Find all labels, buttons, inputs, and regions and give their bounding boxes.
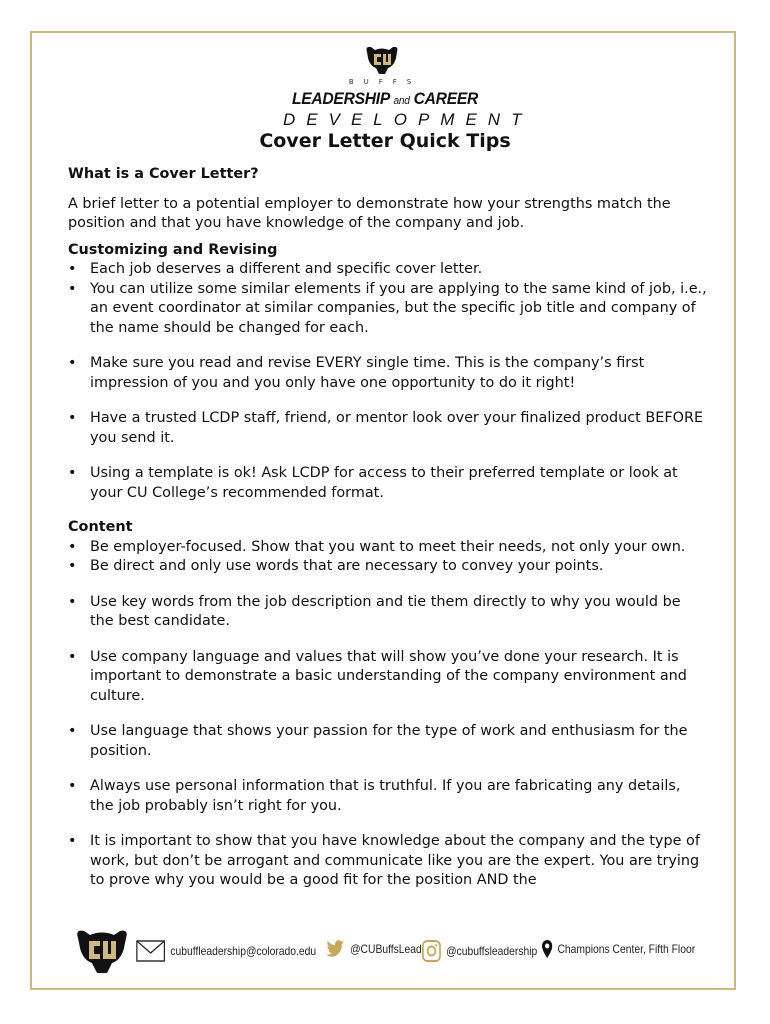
cu-buffalo-footer-logo-icon <box>72 926 132 976</box>
list-item: • Each job deserves a different and specific cover letter. <box>68 260 708 280</box>
logo-subtitle: DEVELOPMENT <box>283 110 533 129</box>
footer-twitter[interactable] <box>326 940 422 958</box>
list-item: • Always use personal information that is truthful. If you are fabricating any details, the job probably isn’t right for you. <box>68 777 708 816</box>
footer-email[interactable] <box>136 940 316 962</box>
list-item: • Use key words from the job description and tie them directly to why you would be the best candidate. <box>68 593 708 632</box>
footer-email-text: cubuffleadership@colorado.edu <box>170 944 317 958</box>
list-item: • Be direct and only use words that are necessary to convey your points. <box>68 557 708 577</box>
content-list <box>68 538 708 891</box>
envelope-icon <box>136 940 165 962</box>
section-paragraph-what: A brief letter to a potential employer to demonstrate how your strengths match the position and that you have knowledge of the company and job. <box>68 195 671 231</box>
section-heading-customizing: Customizing and Revising <box>68 241 278 258</box>
footer-location <box>542 940 695 958</box>
instagram-icon <box>422 940 441 962</box>
list-item: • Have a trusted LCDP staff, friend, or mentor look over your finalized product BEFORE you send it. <box>68 409 708 448</box>
list-item: • You can utilize some similar elements if you are applying to the same kind of job, i.e., an event coordinator at similar companies, but the specific job title and company of the name should be changed for each. <box>68 280 708 339</box>
page-title: Cover Letter Quick Tips <box>259 130 511 152</box>
cu-buffalo-logo-icon <box>363 44 401 76</box>
list-item: • Use language that shows your passion for the type of work and enthusiasm for the position. <box>68 722 708 761</box>
logo-tagline: BUFFS <box>348 78 422 86</box>
footer-instagram-text: @cubuffsleadership <box>446 944 538 958</box>
list-item: • Make sure you read and revise EVERY single time. This is the company’s first impression of you and you only have one opportunity to do it right! <box>68 354 708 393</box>
document-body <box>68 165 708 891</box>
list-item: • It is important to show that you have knowledge about the company and the type of work, but don’t be arrogant and communicate like you are the expert. You are trying to prove why you would be a good fit for the position AND the <box>68 832 708 891</box>
twitter-bird-icon <box>326 940 345 958</box>
footer-location-text: Champions Center, Fifth Floor <box>557 942 696 956</box>
map-pin-icon <box>542 940 552 958</box>
list-item: • Be employer-focused. Show that you want to meet their needs, not only your own. <box>68 538 708 558</box>
list-item: • Using a template is ok! Ask LCDP for access to their preferred template or look at your CU College’s recommended format. <box>68 464 708 503</box>
section-heading-what: What is a Cover Letter? <box>68 166 259 182</box>
footer-instagram[interactable] <box>422 940 537 962</box>
section-heading-content: Content <box>68 519 133 535</box>
footer-bar <box>72 926 702 978</box>
lcd-header-logo <box>283 44 533 130</box>
list-item: • Use company language and values that will show you’ve done your research. It is important to demonstrate a basic understanding of the company environment and culture. <box>68 648 708 707</box>
footer-twitter-text: @CUBuffsLead <box>350 942 422 956</box>
logo-main-text: LEADERSHIP and CAREER <box>291 89 479 108</box>
customizing-list <box>68 260 708 503</box>
